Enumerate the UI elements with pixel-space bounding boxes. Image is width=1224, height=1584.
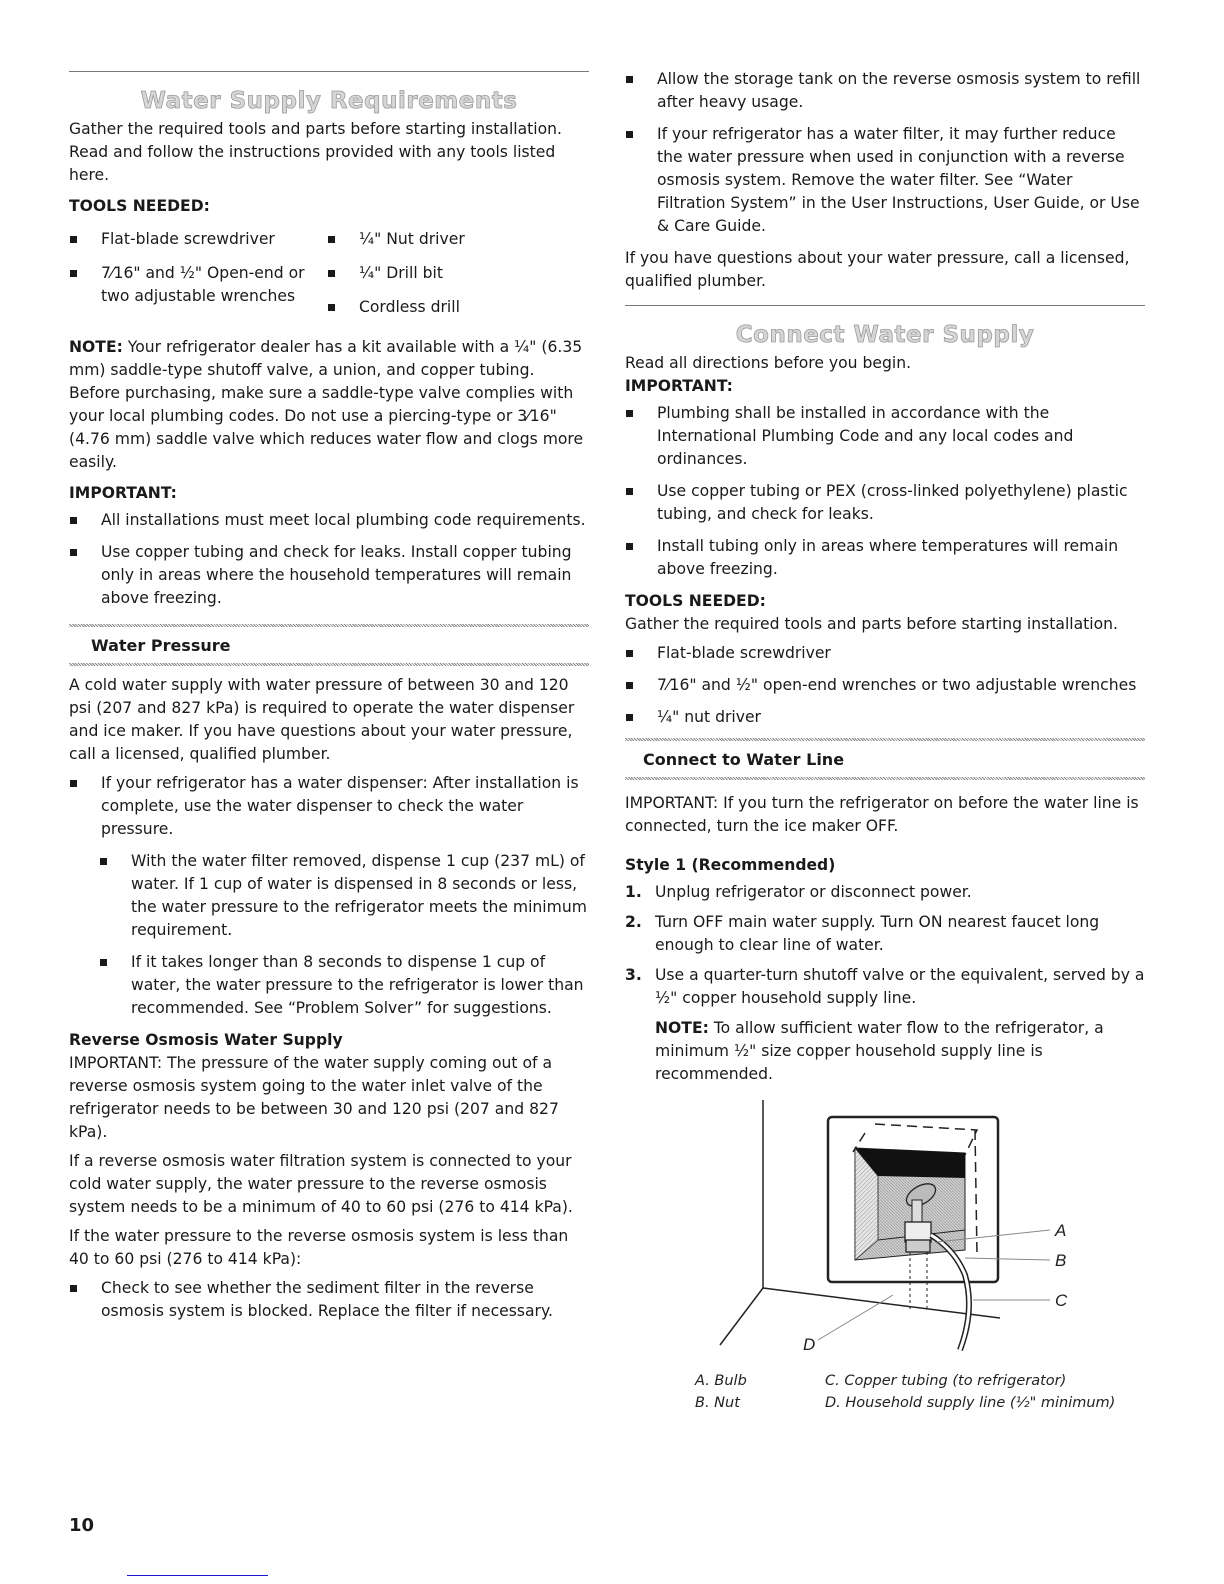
connect-important-label: IMPORTANT: [625, 794, 719, 812]
subsection-title-water-pressure: Water Pressure [91, 636, 231, 655]
step-item [625, 881, 1145, 904]
left-column [69, 0, 589, 1332]
callout-b: B [1055, 1251, 1067, 1270]
page-number: 10 [69, 1515, 95, 1536]
water-pressure-intro: A cold water supply with water pressure of between 30 and 120 psi (207 and 827 kPa) is required to operate the water dispenser and ice maker. If you have questions about your water pressure, call a licensed, qualified plumber. [69, 676, 575, 763]
important-item: Plumbing shall be installed in accordance with the International Plumbing Code and any local codes and ordinances. [625, 402, 1145, 471]
section-title-water-supply-requirements: Water Supply Requirements [140, 88, 518, 114]
water-pressure-nested-item: With the water filter removed, dispense 1 cup (237 mL) of water. If 1 cup of water is dispensed in 8 seconds or less, the water pressure to the refrigerator meets the minimum requirement. [99, 850, 589, 942]
water-pressure-bullet: If your refrigerator has a water dispenser: After installation is complete, use the water dispenser to check the water pressure. [69, 772, 589, 841]
right-column [625, 0, 1145, 1414]
callout-leader-d [818, 1295, 893, 1340]
valve-stem [912, 1200, 922, 1224]
step-number: 2. [625, 913, 642, 931]
note-label: NOTE: [69, 338, 123, 356]
section-divider [69, 71, 589, 72]
connect-intro: Read all directions before you begin. [625, 354, 912, 372]
section-divider [625, 305, 1145, 306]
ro-paragraph: If the water pressure to the reverse osmosis system is less than 40 to 60 psi (276 to 414 kPa): [69, 1227, 569, 1268]
subsection-divider [69, 663, 589, 666]
valve-nut [906, 1240, 930, 1252]
note-text: Your refrigerator dealer has a kit available with a ¼" (6.35 mm) saddle-type shutoff valve, a union, and copper tubing. Before purchasing, make sure a saddle-type valve complies with your local plumbing codes. Do not use a piercing-type or 3⁄16" (4.76 mm) saddle valve which reduces water flow and clogs more easily. [69, 338, 584, 471]
tools-intro: Gather the required tools and parts before starting installation. [625, 615, 1118, 633]
caption-item: A. Bulb [695, 1373, 747, 1389]
ro-bullet: Check to see whether the sediment filter in the reverse osmosis system is blocked. Replace the filter if necessary. [69, 1277, 589, 1323]
tool-item: Flat-blade screwdriver [69, 228, 319, 251]
footer-link-underline [127, 1575, 268, 1576]
note-paragraph [69, 336, 589, 474]
caption-item: C. Copper tubing (to refrigerator) [825, 1373, 1067, 1389]
step-number: 1. [625, 883, 642, 901]
ro-important-paragraph [69, 1052, 589, 1144]
tool-item: ¼" Drill bit [327, 262, 577, 285]
subsection-divider [625, 777, 1145, 780]
tool-item: Flat-blade screwdriver [625, 642, 1145, 665]
ro-important-label: IMPORTANT: [69, 1054, 163, 1072]
callout-c: C [1055, 1291, 1068, 1310]
callout-a: A [1055, 1221, 1067, 1240]
style-1-heading: Style 1 (Recommended) [625, 856, 836, 874]
step-note-text: To allow sufficient water flow to the refrigerator, a minimum ½" size copper household supply line is recommended. [655, 1019, 1104, 1083]
ro-bullet: If your refrigerator has a water filter, it may further reduce the water pressure when used in conjunction with a reverse osmosis system. Remove the water filter. See “Water Filtration System” in the User Instructions, User Guide, or Use & Care Guide. [625, 123, 1145, 238]
step-number: 3. [625, 966, 642, 984]
important-label: IMPORTANT: [69, 484, 177, 502]
ro-paragraph: If a reverse osmosis water filtration system is connected to your cold water supply, the water pressure to the reverse osmosis system needs to be a minimum of 40 to 60 psi (276 to 414 kPa). [69, 1152, 573, 1216]
important-item: Use copper tubing and check for leaks. Install copper tubing only in areas where the household temperatures will remain above freezing. [69, 541, 589, 610]
figure-caption [695, 1370, 1145, 1414]
floor-line [763, 1288, 1000, 1318]
tools-needed-label: TOOLS NEEDED: [625, 592, 766, 610]
valve-illustration [625, 1100, 1105, 1370]
step-text: Use a quarter-turn shutoff valve or the equivalent, served by a ½" copper household supply line. [655, 966, 1145, 1007]
important-label: IMPORTANT: [625, 377, 733, 395]
step-text: Unplug refrigerator or disconnect power. [655, 883, 972, 901]
subsection-title-connect-to-water-line: Connect to Water Line [643, 750, 845, 769]
tool-item: 7⁄16" and ½" open-end wrenches or two adjustable wrenches [625, 674, 1145, 697]
tool-item: ¼" nut driver [625, 706, 1145, 729]
important-item: Use copper tubing or PEX (cross-linked polyethylene) plastic tubing, and check for leaks. [625, 480, 1145, 526]
caption-item: D. Household supply line (½" minimum) [825, 1395, 1116, 1411]
valve-body [905, 1222, 931, 1242]
ro-important-text: The pressure of the water supply coming out of a reverse osmosis system going to the water inlet valve of the refrigerator needs to be between 30 and 120 psi (207 and 827 kPa). [69, 1054, 559, 1141]
step-item [625, 964, 1145, 1010]
section-title-connect-water-supply: Connect Water Supply [735, 322, 1035, 348]
tool-item: Cordless drill [327, 296, 577, 319]
valve-diagram [625, 1100, 1105, 1370]
ro-closing-paragraph: If you have questions about your water pressure, call a licensed, qualified plumber. [625, 249, 1130, 290]
step-text: Turn OFF main water supply. Turn ON nearest faucet long enough to clear line of water. [655, 913, 1100, 954]
tools-needed-label: TOOLS NEEDED: [69, 197, 210, 215]
important-item: All installations must meet local plumbing code requirements. [69, 509, 589, 532]
connect-important-paragraph [625, 792, 1145, 838]
subsection-title-reverse-osmosis: Reverse Osmosis Water Supply [69, 1031, 343, 1049]
connect-important-text: If you turn the refrigerator on before the water line is connected, turn the ice maker OFF. [625, 794, 1139, 835]
step-note-label: NOTE: [655, 1019, 709, 1037]
floor-corner-line [720, 1288, 763, 1345]
step-note [625, 1017, 1145, 1086]
tools-list [69, 224, 589, 330]
water-pressure-nested-item: If it takes longer than 8 seconds to dispense 1 cup of water, the water pressure to the refrigerator is lower than recommended. See “Problem Solver” for suggestions. [99, 951, 589, 1020]
callout-d: D [803, 1335, 816, 1354]
ro-bullet: Allow the storage tank on the reverse osmosis system to refill after heavy usage. [625, 68, 1145, 114]
caption-item: B. Nut [695, 1395, 740, 1411]
important-item: Install tubing only in areas where temperatures will remain above freezing. [625, 535, 1145, 581]
tool-item: ¼" Nut driver [327, 228, 577, 251]
step-item [625, 911, 1145, 957]
intro-paragraph: Gather the required tools and parts before starting installation. Read and follow the instructions provided with any tools listed here. [69, 120, 562, 184]
tool-item: 7⁄16" and ½" Open-end or two adjustable wrenches [69, 262, 319, 308]
